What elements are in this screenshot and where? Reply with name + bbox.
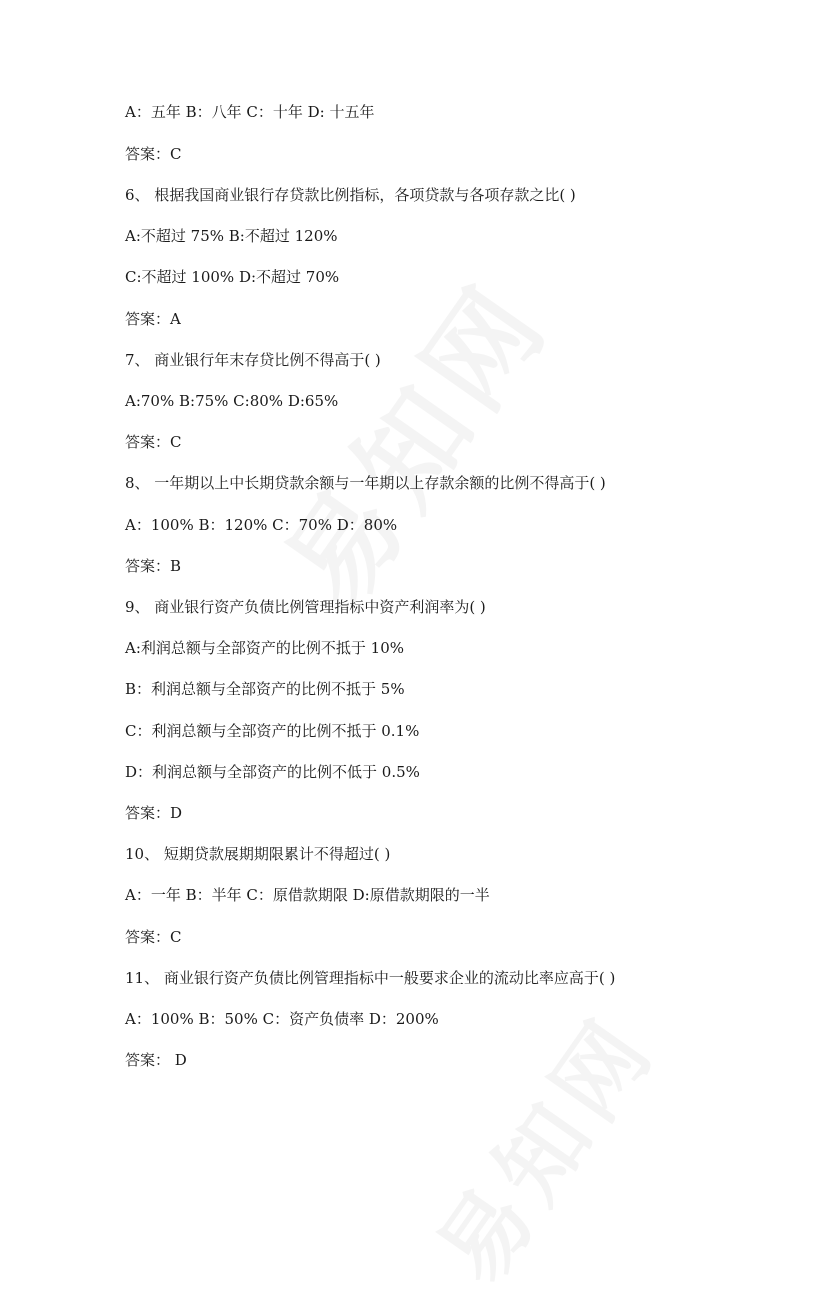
q8-question: 8、 一年期以上中长期贷款余额与一年期以上存款余额的比例不得高于( ) (125, 474, 606, 492)
q9-answer: 答案：D (125, 804, 183, 822)
q5-answer: 答案：C (125, 145, 182, 163)
q10-options: A：一年 B：半年 C：原借款期限 D:原借款期限的一半 (125, 886, 490, 904)
q9-option-c: C：利润总额与全部资产的比例不抵于 0.1% (125, 722, 420, 740)
q7-answer: 答案：C (125, 433, 182, 451)
q7-options: A:70% B:75% C:80% D:65% (125, 392, 339, 410)
q9-question: 9、 商业银行资产负债比例管理指标中资产利润率为( ) (125, 598, 486, 616)
q6-answer: 答案：A (125, 310, 181, 328)
q9-option-d: D：利润总额与全部资产的比例不低于 0.5% (125, 763, 420, 781)
q11-options: A：100% B：50% C：资产负债率 D：200% (125, 1010, 439, 1028)
watermark (242, 246, 578, 632)
q11-question: 11、 商业银行资产负债比例管理指标中一般要求企业的流动比率应高于( ) (125, 969, 616, 987)
q9-option-b: B：利润总额与全部资产的比例不抵于 5% (125, 680, 405, 698)
q10-question: 10、 短期贷款展期期限累计不得超过( ) (125, 845, 391, 863)
q10-answer: 答案：C (125, 928, 182, 946)
q6-options-cd: C:不超过 100% D:不超过 70% (125, 268, 340, 286)
q8-answer: 答案：B (125, 557, 182, 575)
q5-options: A：五年 B：八年 C：十年 D: 十五年 (125, 103, 375, 121)
q6-question: 6、 根据我国商业银行存贷款比例指标，各项贷款与各项存款之比( ) (125, 186, 576, 204)
q8-options: A：100% B：120% C：70% D：80% (125, 516, 398, 534)
q7-question: 7、 商业银行年末存贷比例不得高于( ) (125, 351, 381, 369)
watermark (401, 985, 680, 1305)
q9-option-a: A:利润总额与全部资产的比例不抵于 10% (125, 639, 404, 657)
q6-options-ab: A:不超过 75% B:不超过 120% (125, 227, 338, 245)
q11-answer: 答案： D (125, 1051, 187, 1069)
